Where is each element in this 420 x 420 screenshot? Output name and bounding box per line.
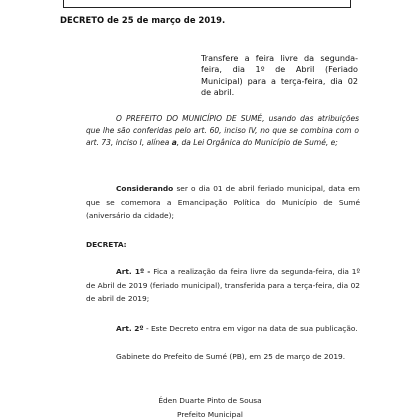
considerando-label: Considerando xyxy=(116,184,174,193)
considerando-text: ser o dia 01 de abril feriado municipal, data em que se comemora a Emancipação Política do Município de Sumé (aniversário da cidade); xyxy=(86,184,360,220)
preamble-text-start: O PREFEITO DO MUNICÍPIO DE SUMÉ, usando das atribuições que lhe são conferidas pelo art. 60, inciso IV, no que se combina com o art. 73, inciso I, alínea xyxy=(86,114,359,147)
decreta-heading: DECRETA: xyxy=(86,240,127,249)
article-1-label: Art. 1º - xyxy=(116,267,151,276)
article-1-text: Fica a realização da feira livre da segunda-feira, dia 1º de Abril de 2019 (feriado municipal), transferida para a terça-feira, dia 02 de abril de 2019; xyxy=(86,267,360,303)
article-2-label: Art. 2º xyxy=(116,324,144,333)
article-2 xyxy=(86,322,360,336)
decree-ementa: Transfere a feira livre da segunda-feira, dia 1º de Abril (Feriado Municipal) para a terça-feira, dia 02 de abril. xyxy=(201,53,358,98)
article-2-text: - Este Decreto entra em vigor na data de sua publicação. xyxy=(143,324,358,333)
decree-title: DECRETO de 25 de março de 2019. xyxy=(60,15,226,25)
decree-preamble xyxy=(86,113,359,149)
preamble-text-end: , da Lei Orgânica do Município de Sumé, e; xyxy=(176,138,338,147)
header-box xyxy=(63,0,351,8)
signer-name: Éden Duarte Pinto de Sousa xyxy=(158,396,262,405)
gabinete-line: Gabinete do Prefeito de Sumé (PB), em 25 de março de 2019. xyxy=(116,352,346,361)
considerando-paragraph xyxy=(86,182,360,223)
preamble-alinea: a xyxy=(171,138,177,147)
article-1 xyxy=(86,265,360,306)
signer-role: Prefeito Municipal xyxy=(177,410,243,419)
